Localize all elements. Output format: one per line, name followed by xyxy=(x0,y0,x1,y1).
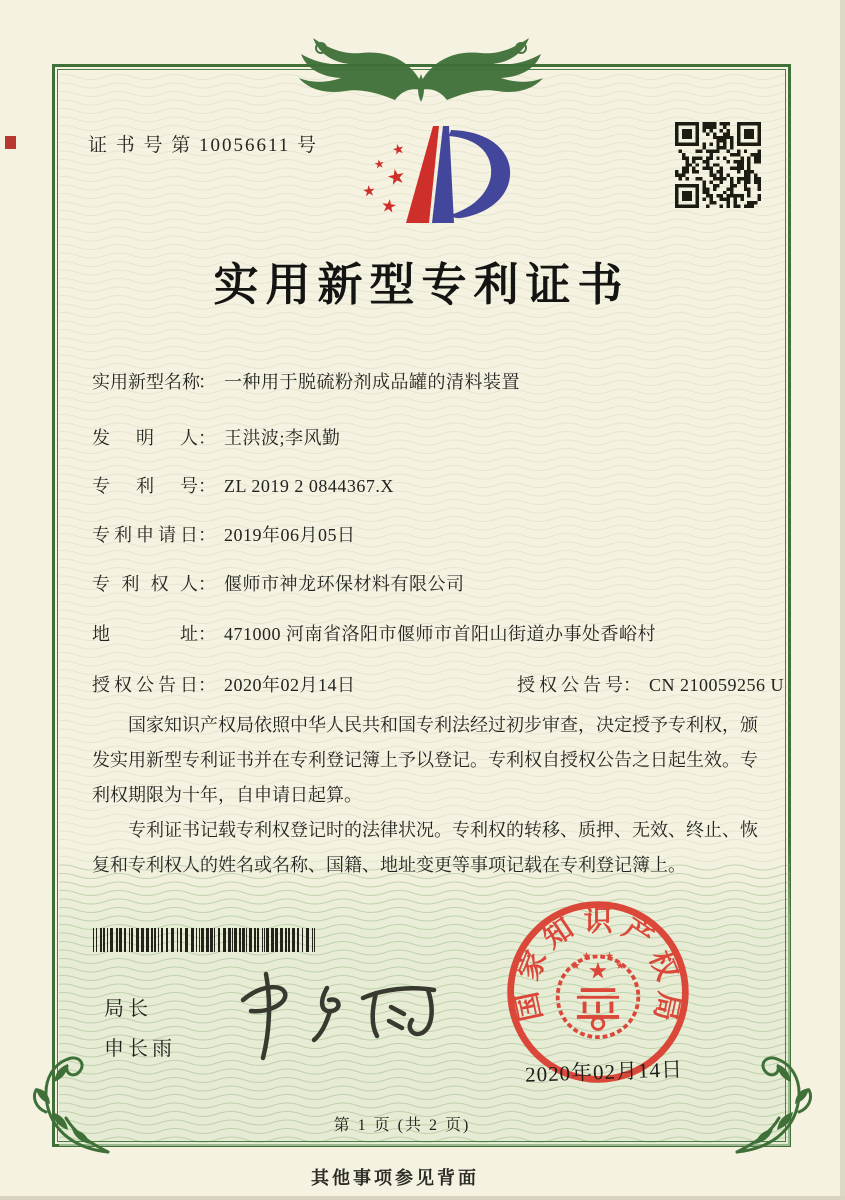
qr-code xyxy=(675,122,761,208)
field-label: 专利申请日 xyxy=(92,525,198,545)
cnipa-logo xyxy=(336,116,526,238)
field-value: 2020年02月14日 xyxy=(224,675,356,695)
handwritten-signature xyxy=(225,968,457,1064)
seal-char: 产 xyxy=(616,912,659,955)
seal-char: 权 xyxy=(642,946,684,985)
back-side-note: 其他事项参见背面 xyxy=(311,1168,479,1188)
field-value: ZL 2019 2 0844367.X xyxy=(224,476,394,496)
certificate-title: 实用新型专利证书 xyxy=(213,260,630,310)
barcode xyxy=(93,928,316,952)
svg-text:★: ★ xyxy=(372,156,386,172)
field-value: 一种用于脱硫粉剂成品罐的清料装置 xyxy=(224,372,520,392)
svg-text:★: ★ xyxy=(587,958,609,985)
field-label: 发明人 xyxy=(92,428,198,448)
field-value: 偃师市神龙环保材料有限公司 xyxy=(224,574,465,594)
field-label: 专利权人 xyxy=(92,574,198,594)
national-emblem xyxy=(558,950,639,1037)
field-row-patentee: 专利权人： 偃师市神龙环保材料有限公司 xyxy=(92,570,465,596)
field-label: 地址 xyxy=(92,624,198,644)
field-row-filing-date: 专利申请日： 2019年06月05日 xyxy=(92,521,356,547)
seal-char: 局 xyxy=(647,988,685,1024)
svg-text:★: ★ xyxy=(581,950,592,963)
field-label: 实用新型名称 xyxy=(92,372,200,392)
field-value: 471000 河南省洛阳市偃师市首阳山街道办事处香峪村 xyxy=(224,624,656,644)
field-row-patent-name: 实用新型名称： 一种用于脱硫粉剂成品罐的清料装置 xyxy=(92,368,520,394)
field-value: CN 210059256 U xyxy=(649,675,785,695)
scan-edge xyxy=(840,0,845,1200)
grant-number-field: 授权公告号： CN 210059256 U xyxy=(517,671,784,697)
scan-edge xyxy=(0,1196,845,1200)
svg-text:★: ★ xyxy=(361,181,377,201)
seal-char: 知 xyxy=(537,912,580,955)
svg-text:★: ★ xyxy=(384,163,408,191)
seal-date: 2020年02月14日 xyxy=(524,1057,684,1087)
registration-mark xyxy=(5,136,16,149)
field-row-patent-number: 专利号： ZL 2019 2 0844367.X xyxy=(92,472,394,498)
field-label: 授权公告日 xyxy=(92,675,198,695)
legal-paragraph-2: 专利证书记载专利权登记时的法律状况。专利权的转移、质押、无效、终止、恢复和专利权人的姓名或名称、国籍、地址变更等事项记载在专利登记簿上。 xyxy=(92,820,758,875)
field-row-grant: 授权公告日： 2020年02月14日 授权公告号： CN 210059256 U xyxy=(92,671,772,697)
page-number: 第 1 页 (共 2 页) xyxy=(333,1117,471,1134)
legal-text-block xyxy=(92,708,758,883)
seal-char: 国 xyxy=(511,988,549,1024)
field-row-inventor: 发明人： 王洪波;李风勤 xyxy=(92,424,341,450)
svg-text:★: ★ xyxy=(379,194,399,219)
field-row-address: 地址： 471000 河南省洛阳市偃师市首阳山街道办事处香峪村 xyxy=(92,620,656,646)
field-value: 王洪波;李风勤 xyxy=(224,428,341,448)
seal-char: 家 xyxy=(512,946,554,985)
commissioner-title: 局长 xyxy=(104,998,152,1020)
svg-text:★: ★ xyxy=(390,140,407,160)
field-label: 授权公告号 xyxy=(517,675,623,695)
field-value: 2019年06月05日 xyxy=(224,525,356,545)
certificate-number: 证 书 号 第 10056611 号 xyxy=(88,135,319,156)
commissioner-name: 申长雨 xyxy=(104,1038,176,1060)
legal-paragraph-1: 国家知识产权局依照中华人民共和国专利法经过初步审查，决定授予专利权，颁发实用新型专利证书并在专利登记簿上予以登记。专利权自授权公告之日起生效。专利权期限为十年，自申请日起算。 xyxy=(92,715,758,805)
seal-char: 识 xyxy=(583,905,613,938)
svg-text:★: ★ xyxy=(615,959,625,972)
svg-text:★: ★ xyxy=(604,950,615,963)
field-label: 专利号 xyxy=(92,476,198,496)
svg-text:★: ★ xyxy=(571,959,581,972)
